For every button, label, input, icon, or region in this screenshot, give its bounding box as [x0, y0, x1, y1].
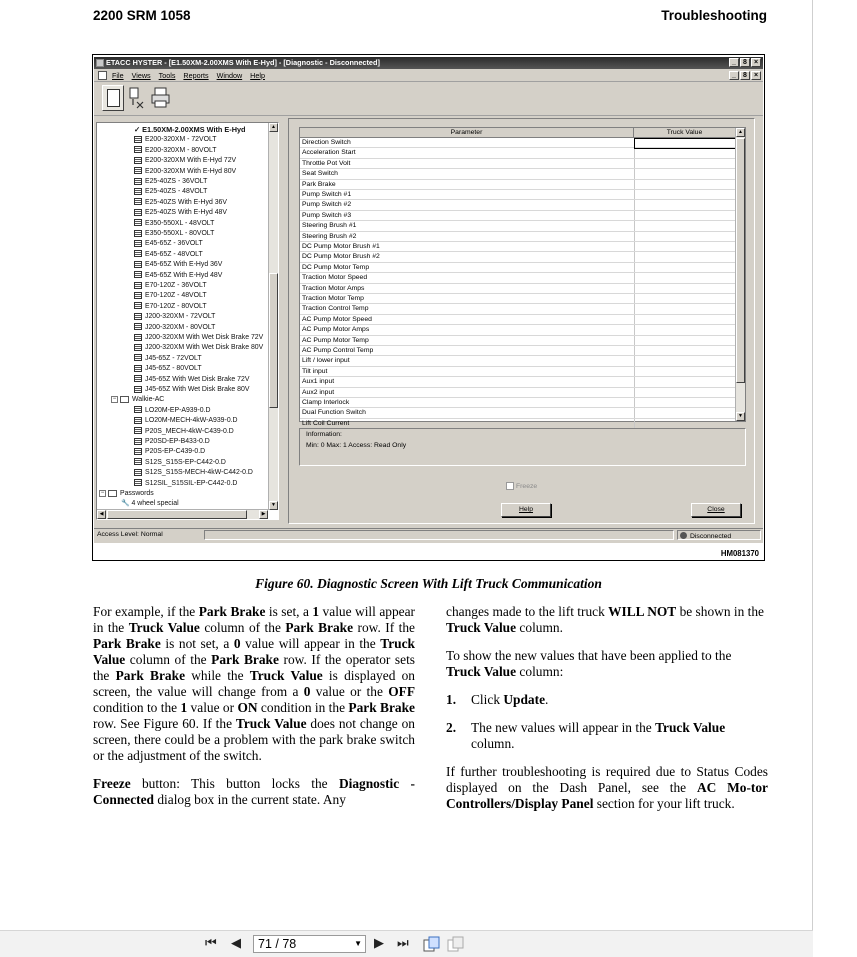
- tree-item[interactable]: E200-320XM With E-Hyd 72V: [134, 156, 236, 166]
- paragraph-freeze: Freeze button: This button locks the Diagnostic - Connected dialog box in the current state. Any: [93, 776, 415, 807]
- table-row[interactable]: [300, 346, 735, 356]
- parameter-name: Park Brake: [302, 180, 336, 188]
- tree-folder-passwords[interactable]: − Passwords: [100, 489, 154, 497]
- parameter-name: Clamp Interlock: [302, 399, 350, 406]
- parameter-name: Steering Brush #1: [302, 222, 357, 230]
- tree-item-selected[interactable]: ✓ E1.50XM-2.00XMS With E-Hyd: [134, 125, 246, 134]
- parameter-name: Pump Switch #2: [302, 201, 352, 209]
- model-icon: [134, 302, 142, 309]
- grid-vertical-scrollbar[interactable]: [735, 128, 745, 421]
- grid-scroll-down-icon[interactable]: ▼: [736, 412, 745, 421]
- parameter-name: Direction Switch: [302, 139, 351, 146]
- tree-item[interactable]: E200-320XM - 80VOLT: [134, 146, 217, 156]
- information-title: Information:: [306, 431, 342, 438]
- model-icon: [134, 375, 142, 382]
- parameter-name: Dual Function Switch: [302, 409, 366, 417]
- model-icon: [134, 209, 142, 216]
- parameter-name: AC Pump Control Temp: [302, 347, 374, 354]
- tree-item[interactable]: E45-65Z - 36VOLT: [134, 239, 203, 249]
- tree-item[interactable]: P20S-EP-C439-0.D: [134, 447, 205, 457]
- scroll-up-icon[interactable]: ▲: [269, 123, 278, 132]
- table-row[interactable]: [300, 294, 735, 304]
- tree-item[interactable]: E70-120Z - 80VOLT: [134, 302, 207, 312]
- tree-item[interactable]: J200-320XM With Wet Disk Brake 80V: [134, 343, 263, 353]
- table-row[interactable]: [300, 398, 735, 408]
- table-row[interactable]: [300, 242, 735, 252]
- table-row[interactable]: [300, 221, 735, 231]
- child-close-button[interactable]: ×: [751, 71, 761, 80]
- table-row[interactable]: [300, 315, 735, 325]
- previous-page-icon[interactable]: ◀: [231, 936, 241, 951]
- parameter-name: Throttle Pot Volt: [302, 159, 351, 167]
- model-icon: [134, 292, 142, 299]
- parameter-name: DC Pump Motor Temp: [302, 263, 370, 271]
- tree-item[interactable]: E45-65Z With E-Hyd 36V: [134, 260, 222, 270]
- table-row[interactable]: [300, 325, 735, 335]
- table-row[interactable]: [300, 263, 735, 273]
- diagnostic-panel: [288, 118, 755, 524]
- tree-item[interactable]: E25-40ZS With E-Hyd 48V: [134, 208, 227, 218]
- menu-file[interactable]: File: [112, 70, 124, 80]
- column-truck-value[interactable]: Truck Value: [666, 129, 703, 136]
- app-icon: [96, 59, 104, 67]
- parameter-name: DC Pump Motor Brush #1: [302, 243, 380, 250]
- table-row[interactable]: [300, 148, 735, 158]
- child-restore-button[interactable]: 8: [740, 71, 750, 80]
- tree-item[interactable]: J200-320XM - 72VOLT: [134, 312, 215, 322]
- tree-item[interactable]: E70-120Z - 36VOLT: [134, 281, 207, 291]
- tree-item[interactable]: J45-65Z - 72VOLT: [134, 354, 202, 364]
- menu-views[interactable]: Views: [131, 70, 151, 80]
- text-column-left: [93, 604, 415, 808]
- paragraph-changes: changes made to the lift truck WILL NOT be shown in the Truck Value column.: [446, 604, 764, 635]
- status-pane: [204, 530, 674, 540]
- model-icon: [134, 271, 142, 278]
- model-icon: [134, 438, 142, 445]
- parameter-name: AC Pump Motor Temp: [302, 336, 369, 344]
- model-icon: [134, 334, 142, 341]
- tree-item[interactable]: E25-40ZS - 36VOLT: [134, 177, 207, 187]
- table-row[interactable]: [300, 180, 735, 190]
- close-button[interactable]: Close: [691, 503, 741, 517]
- information-text: Min: 0 Max: 1 Access: Read Only: [306, 442, 407, 449]
- tree-item-password[interactable]: 🔧 4 wheel special: [121, 500, 179, 508]
- model-icon: [134, 188, 142, 195]
- collapse-icon[interactable]: −: [112, 396, 117, 403]
- figure-caption: Figure 60. Diagnostic Screen With Lift Truck Communication: [255, 576, 602, 591]
- model-icon: [134, 427, 142, 434]
- model-icon: [134, 365, 142, 372]
- scroll-down-icon[interactable]: ▼: [269, 501, 278, 510]
- model-icon: [134, 146, 142, 153]
- model-icon: [134, 136, 142, 143]
- parameter-name: Traction Motor Amps: [302, 284, 365, 292]
- parameter-name: Lift Coil Current: [302, 419, 350, 427]
- figure-code: HM081370: [720, 549, 759, 558]
- scroll-thumb[interactable]: [269, 273, 278, 408]
- status-dot-icon: [680, 532, 687, 539]
- pdf-viewer-toolbar: [0, 930, 813, 957]
- etacc-window: [94, 57, 763, 543]
- tree-item[interactable]: S12S_S15S-MECH-4kW-C442-0.D: [134, 468, 253, 478]
- model-icon: [134, 469, 142, 476]
- table-row[interactable]: [300, 377, 735, 387]
- tree-item[interactable]: J45-65Z With Wet Disk Brake 72V: [134, 375, 249, 385]
- model-icon: [134, 406, 142, 413]
- menu-bar: [94, 69, 763, 82]
- model-icon: [134, 198, 142, 205]
- tools-icon[interactable]: [127, 85, 149, 111]
- grid-scroll-thumb[interactable]: [736, 138, 745, 383]
- tree-folder-walkie[interactable]: − Walkie-AC: [112, 396, 165, 404]
- table-row[interactable]: [300, 304, 735, 314]
- model-icon: [134, 344, 142, 351]
- parameter-grid[interactable]: [299, 127, 746, 427]
- table-row[interactable]: [300, 190, 735, 200]
- tree-item[interactable]: E200-320XM - 72VOLT: [134, 135, 217, 145]
- next-page-icon[interactable]: ▶: [374, 936, 384, 951]
- grid-scroll-up-icon[interactable]: ▲: [736, 128, 745, 137]
- model-icon: [134, 479, 142, 486]
- document-icon: [98, 71, 107, 80]
- model-icon: [134, 354, 142, 361]
- fit-width-icon[interactable]: [447, 936, 465, 952]
- parameter-name: Aux2 input: [302, 388, 335, 396]
- table-row[interactable]: [300, 169, 735, 179]
- parameter-name: DC Pump Motor Brush #2: [302, 253, 380, 261]
- tree-item[interactable]: S12S_S15S-EP-C442-0.D: [134, 458, 226, 468]
- menu-window[interactable]: Window: [216, 70, 243, 80]
- tree-item[interactable]: J45-65Z - 80VOLT: [134, 364, 202, 374]
- tree-item[interactable]: E25-40ZS With E-Hyd 36V: [134, 198, 227, 208]
- tree-item[interactable]: E350-550XL - 80VOLT: [134, 229, 214, 239]
- close-window-button[interactable]: ×: [751, 58, 761, 67]
- paragraph-park-brake: For example, if the Park Brake is set, a 1 value will appear in the Truck Value column of the Park Brake row. If the Park Brake is not set, a 0 value will appear in the Truck Value column of the Park Brake row. If the operator sets the Park Brake while the Truck Value is displayed on screen, the value will change from a 0 value or the OFF condition to the 1 value or ON condition in the Park Brake row. See Figure 60. If the Truck Value does not change on screen, there could be a problem with the park brake switch or the adjustment of the switch.: [93, 604, 416, 763]
- connection-status: [677, 530, 761, 540]
- window-titlebar: [94, 57, 763, 69]
- tree-item[interactable]: E25-40ZS - 48VOLT: [134, 187, 207, 197]
- model-icon: [134, 448, 142, 455]
- table-row[interactable]: [300, 336, 735, 346]
- menu-tools[interactable]: Tools: [158, 70, 176, 80]
- table-row[interactable]: [300, 408, 735, 418]
- access-level: Access Level: Normal: [97, 531, 163, 538]
- model-icon: [134, 240, 142, 247]
- connection-text: Disconnected: [690, 533, 732, 540]
- printer-icon[interactable]: [150, 85, 172, 111]
- parameter-name: Lift / lower input: [302, 357, 350, 365]
- model-icon: [134, 282, 142, 289]
- table-row[interactable]: [300, 252, 735, 262]
- paragraph-further: If further troubleshooting is required due to Status Codes displayed on the Dash Panel, see the AC Mo-tor Controllers/Display Panel section for your lift truck.: [446, 764, 768, 811]
- paragraph-show-values: To show the new values that have been applied to the Truck Value column:: [446, 648, 732, 679]
- model-icon: [134, 230, 142, 237]
- page-number: 71 / 78: [258, 937, 297, 951]
- tree-item[interactable]: S12SIL_S15SIL-EP-C442-0.D: [134, 479, 237, 489]
- collapse-icon[interactable]: −: [100, 489, 105, 496]
- check-icon: ✓: [134, 125, 143, 134]
- parameter-name: AC Pump Motor Amps: [302, 326, 370, 334]
- table-row[interactable]: [300, 232, 735, 242]
- text-column-right: [446, 604, 768, 812]
- parameter-name: Traction Motor Speed: [302, 274, 368, 282]
- model-icon: [134, 250, 142, 257]
- tree-item[interactable]: E45-65Z With E-Hyd 48V: [134, 271, 222, 281]
- tree-vertical-scrollbar[interactable]: [268, 123, 278, 510]
- table-row[interactable]: [300, 200, 735, 210]
- folder-icon: [108, 490, 117, 497]
- freeze-checkbox[interactable]: [506, 482, 537, 490]
- model-icon: [134, 313, 142, 320]
- menu-reports[interactable]: Reports: [183, 70, 209, 80]
- checkbox-icon[interactable]: [506, 482, 514, 490]
- section-title: Troubleshooting: [661, 8, 767, 23]
- tree-item[interactable]: P20S_MECH-4kW-C439-0.D: [134, 427, 234, 437]
- fit-page-icon[interactable]: [423, 936, 441, 952]
- grid-header: [300, 128, 735, 138]
- restore-button[interactable]: 8: [740, 58, 750, 67]
- table-row[interactable]: [300, 273, 735, 283]
- step-1: 1. Click Update.: [446, 692, 549, 707]
- selected-value-cell[interactable]: [634, 138, 739, 149]
- scroll-right-icon[interactable]: ▶: [259, 510, 268, 519]
- model-icon: [134, 178, 142, 185]
- parameter-name: Acceleration Start: [302, 149, 356, 157]
- status-bar: [94, 528, 763, 540]
- model-icon: [134, 417, 142, 424]
- model-icon: [134, 157, 142, 164]
- table-row[interactable]: [300, 367, 735, 377]
- parameter-name: Pump Switch #3: [302, 211, 352, 219]
- folder-icon: [120, 396, 129, 403]
- new-document-icon[interactable]: [102, 85, 124, 111]
- model-icon: [134, 323, 142, 330]
- model-icon: [134, 386, 142, 393]
- minimize-button[interactable]: _: [729, 58, 739, 67]
- step-2: 2. The new values will appear in the Truck Value column.: [446, 720, 726, 751]
- table-row[interactable]: [300, 159, 735, 169]
- model-icon: [134, 458, 142, 465]
- parameter-name: Traction Motor Temp: [302, 295, 364, 302]
- table-row[interactable]: [300, 211, 735, 221]
- parameter-name: AC Pump Motor Speed: [302, 315, 372, 323]
- tree-item[interactable]: E45-65Z - 48VOLT: [134, 250, 203, 260]
- scroll-left-icon[interactable]: ◀: [97, 510, 106, 519]
- parameter-name: Aux1 input: [302, 378, 335, 386]
- hscroll-thumb[interactable]: [107, 510, 247, 519]
- help-button[interactable]: Help: [501, 503, 551, 517]
- toolbar: [94, 82, 763, 116]
- table-row[interactable]: [300, 356, 735, 366]
- tree-item[interactable]: LO20M-EP-A939-0.D: [134, 406, 211, 416]
- first-page-icon[interactable]: ⏮: [205, 936, 217, 951]
- model-tree[interactable]: [96, 122, 279, 520]
- child-minimize-button[interactable]: _: [729, 71, 739, 80]
- parameter-name: Traction Control Temp: [302, 305, 369, 313]
- tree-horizontal-scrollbar[interactable]: [97, 509, 268, 519]
- window-title: ETACC HYSTER - [E1.50XM-2.00XMS With E-Hyd] - [Diagnostic - Disconnected]: [106, 58, 380, 67]
- column-parameter[interactable]: Parameter: [300, 128, 634, 137]
- parameter-name: Pump Switch #1: [302, 191, 352, 198]
- table-row[interactable]: [300, 388, 735, 398]
- tree-item[interactable]: LO20M-MECH-4kW-A939-0.D: [134, 416, 238, 426]
- menu-help[interactable]: Help: [250, 70, 265, 80]
- information-box: [299, 428, 746, 466]
- parameter-name: Steering Brush #2: [302, 232, 357, 240]
- model-icon: [134, 219, 142, 226]
- table-row[interactable]: [300, 284, 735, 294]
- chevron-down-icon[interactable]: ▼: [354, 939, 362, 948]
- last-page-icon[interactable]: ⏭: [397, 936, 409, 951]
- parameter-name: Tilt input: [302, 367, 328, 375]
- page-selector[interactable]: [253, 935, 366, 953]
- tree-item[interactable]: J45-65Z With Wet Disk Brake 80V: [134, 385, 249, 395]
- model-icon: [134, 167, 142, 174]
- tree-item[interactable]: J200-320XM With Wet Disk Brake 72V: [134, 333, 263, 343]
- freeze-label: Freeze: [516, 482, 538, 490]
- parameter-name: Seat Switch: [302, 170, 338, 178]
- tree-item[interactable]: E200-320XM With E-Hyd 80V: [134, 167, 236, 177]
- tree-item[interactable]: J200-320XM - 80VOLT: [134, 323, 215, 333]
- tree-item[interactable]: E70-120Z - 48VOLT: [134, 291, 207, 301]
- model-icon: [134, 261, 142, 268]
- figure-screenshot: [92, 54, 765, 561]
- key-icon: 🔧: [121, 500, 132, 508]
- manual-number: 2200 SRM 1058: [93, 8, 191, 23]
- tree-item[interactable]: P20SD-EP-B433-0.D: [134, 437, 210, 447]
- tree-item[interactable]: E350-550XL - 48VOLT: [134, 219, 214, 229]
